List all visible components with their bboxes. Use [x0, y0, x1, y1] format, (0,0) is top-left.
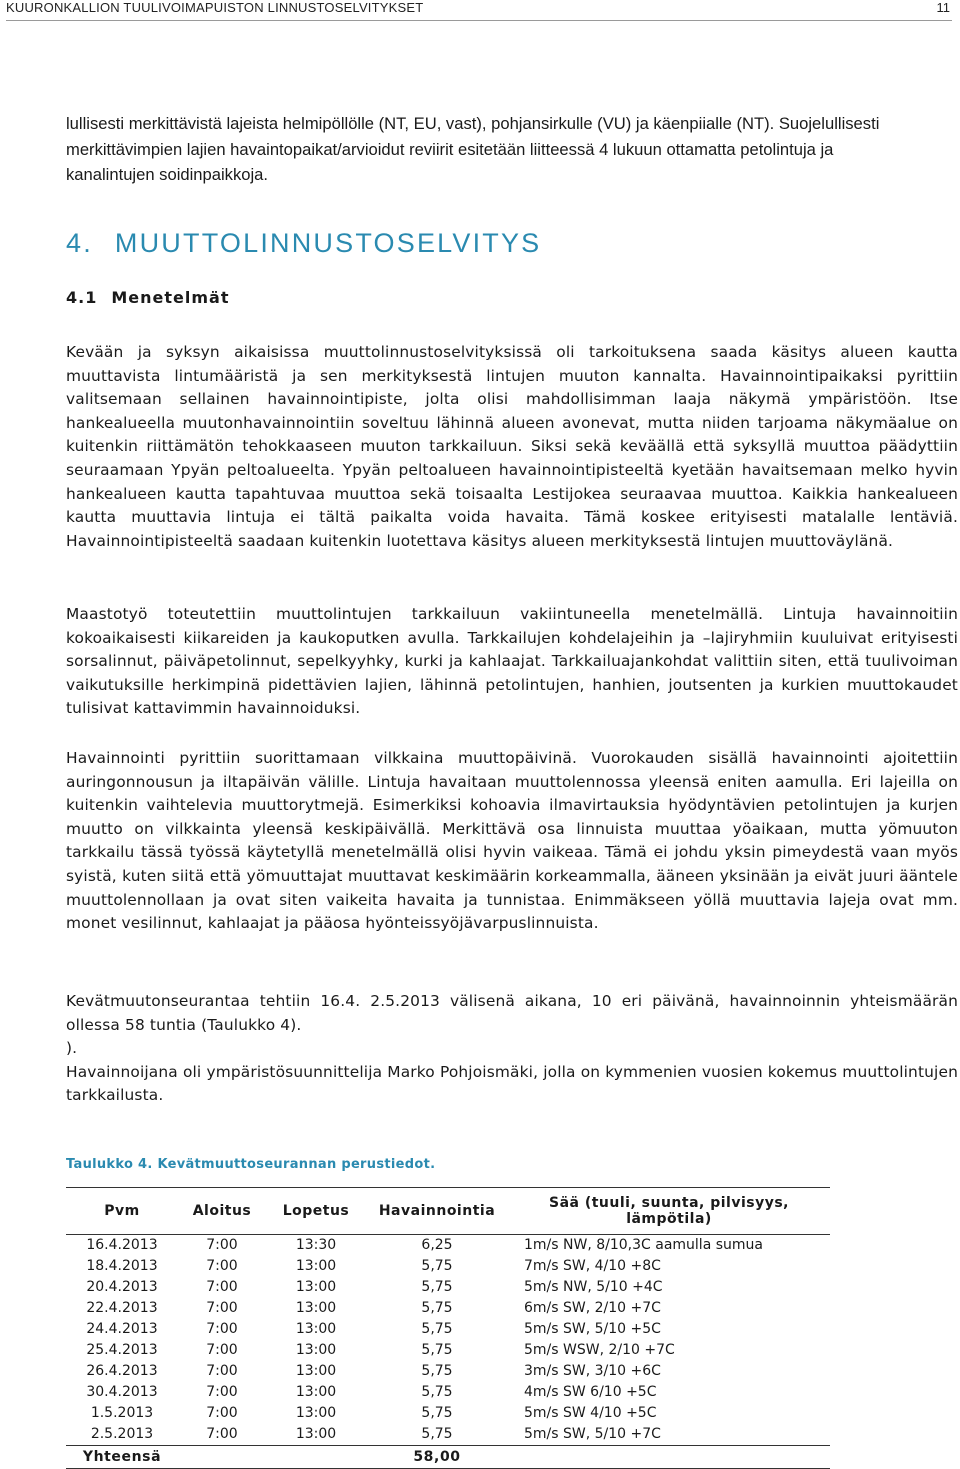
cell-hours: 5,75 — [421, 1426, 453, 1442]
column-header-hours: Havainnointia — [366, 1188, 508, 1235]
cell-start: 7:00 — [206, 1426, 238, 1442]
column-header-end: Lopetus — [266, 1188, 366, 1235]
table-header-row — [66, 1188, 830, 1235]
cell-date: 1.5.2013 — [90, 1405, 154, 1421]
cell-weather: 4m/s SW 6/10 +5C — [524, 1384, 657, 1400]
paragraph-4-line-2: ). — [66, 1039, 78, 1058]
table-row — [66, 1256, 830, 1277]
running-header — [6, 0, 952, 21]
table-caption: Taulukko 4. Kevätmuuttoseurannan perustiedot. — [66, 1157, 436, 1172]
cell-date: 16.4.2013 — [86, 1237, 158, 1253]
total-empty-cell — [178, 1446, 266, 1469]
cell-start: 7:00 — [206, 1342, 238, 1358]
table-row — [66, 1403, 830, 1424]
subsection-heading — [66, 288, 229, 307]
cell-date: 24.4.2013 — [86, 1321, 158, 1337]
cell-end: 13:30 — [295, 1237, 337, 1253]
subsection-number: 4.1 — [66, 288, 98, 307]
table-row — [66, 1382, 830, 1403]
cell-end: 13:00 — [295, 1384, 337, 1400]
cell-hours: 5,75 — [421, 1300, 453, 1316]
document-title: KUURONKALLION TUULIVOIMAPUISTON LINNUSTOSELVITYKSET — [6, 0, 424, 15]
cell-date: 20.4.2013 — [86, 1279, 158, 1295]
cell-weather: 5m/s SW, 5/10 +5C — [524, 1321, 661, 1337]
cell-date: 26.4.2013 — [86, 1363, 158, 1379]
intro-paragraph: lullisesti merkittävistä lajeista helmipöllölle (NT, EU, vast), pohjansirkulle (VU) ja käenpiialle (NT). Suojelullisesti merkittävimpien lajien havaintopaikat/arvioidut reviirit esitetään liitteessä 4 lukuun ottamatta petolintuja ja kanalintujen soidinpaikkoja. — [66, 114, 880, 184]
cell-weather: 6m/s SW, 2/10 +7C — [524, 1300, 661, 1316]
cell-weather: 5m/s SW, 5/10 +7C — [524, 1426, 661, 1442]
paragraph-4-line-3: Havainnoijana oli ympäristösuunnittelija Marko Pohjoismäki, jolla on kymmenien vuosien kokemus muuttolintujen tarkkailusta. — [66, 1062, 958, 1105]
table-row — [66, 1361, 830, 1382]
column-header-weather: Sää (tuuli, suunta, pilvisyys, lämpötila) — [508, 1188, 830, 1235]
table-row — [66, 1235, 830, 1257]
paragraph-4-line-1: Kevätmuutonseurantaa tehtiin 16.4. 2.5.2013 välisenä aikana, 10 eri päivänä, havainnoinnin yhteismäärän ollessa 58 tuntia (Taulukko 4). — [66, 992, 958, 1034]
cell-end: 13:00 — [295, 1363, 337, 1379]
cell-start: 7:00 — [206, 1300, 238, 1316]
table-row — [66, 1340, 830, 1361]
paragraph-methods-4 — [66, 990, 958, 1108]
cell-weather: 3m/s SW, 3/10 +6C — [524, 1363, 661, 1379]
cell-end: 13:00 — [295, 1279, 337, 1295]
cell-date: 18.4.2013 — [86, 1258, 158, 1274]
cell-date: 22.4.2013 — [86, 1300, 158, 1316]
table-total-row — [66, 1446, 830, 1469]
cell-end: 13:00 — [295, 1258, 337, 1274]
cell-date: 30.4.2013 — [86, 1384, 158, 1400]
cell-hours: 5,75 — [421, 1321, 453, 1337]
cell-hours: 5,75 — [421, 1405, 453, 1421]
cell-date: 25.4.2013 — [86, 1342, 158, 1358]
section-heading — [66, 228, 541, 259]
paragraph-methods-1: Kevään ja syksyn aikaisissa muuttolinnustoselvityksissä oli tarkoituksena saada käsitys alueen kautta muuttavista lintumääristä ja sen merkityksestä lintujen muuton kannalta. Havainnointipaikaksi pyrittiin valitsemaan sellainen havainnointipiste, jolta olisi mahdollisimman laaja näkymä ympäristöön. Itse hankealueella muutonhavainnointiin soveltuu lähinnä alueen avonevat, mutta niiden tarjoama näkymäalue on kuitenkin riittämätön tehokkaaseen muuton tarkkailuun. Siksi sekä keväällä että syksyllä muuttoa päädyttiin seuraamaan Ypyän peltoalueelta. Ypyän peltoalueen havainnointipisteeltä kyetään havaitsemaan melko hyvin hankealueen kautta tapahtuvaa muuttoa sekä toisaalta Lestijokea seuraavaa muuttoa. Kaikkia hankealueen kautta muuttavia lintuja ei tältä paikalta voida havaita. Tämä koskee erityisesti matalalle lentäviä. Havainnointipisteeltä saadaan kuitenkin luotettava käsitys alueen merkityksestä lintujen muuttoväylänä. — [66, 343, 958, 550]
cell-hours: 5,75 — [421, 1279, 453, 1295]
cell-hours: 5,75 — [421, 1258, 453, 1274]
cell-weather: 7m/s SW, 4/10 +8C — [524, 1258, 661, 1274]
cell-start: 7:00 — [206, 1405, 238, 1421]
table-row — [66, 1424, 830, 1446]
cell-weather: 5m/s WSW, 2/10 +7C — [524, 1342, 675, 1358]
cell-start: 7:00 — [206, 1279, 238, 1295]
total-empty-cell — [508, 1446, 830, 1469]
total-empty-cell — [266, 1446, 366, 1469]
total-label: Yhteensä — [66, 1446, 178, 1469]
cell-end: 13:00 — [295, 1300, 337, 1316]
subsection-title: Menetelmät — [111, 288, 230, 307]
column-header-date: Pvm — [66, 1188, 178, 1235]
paragraph-methods-2: Maastotyö toteutettiin muuttolintujen tarkkailuun vakiintuneella menetelmällä. Lintuja havainnoitiin kokoaikaisesti kiikareiden ja kaukoputken avulla. Tarkkailujen kohdelajeihin ja –lajiryhmiin kuuluivat erityisesti sorsalinnut, päiväpetolinnut, sepelkyyhky, kurki ja kahlaajat. Tarkkailuajankohdat valittiin siten, että tuulivoiman vaikutuksille herkimpinä pidettävien lajien, lähinnä petolintujen, hanhien, joutsenten ja kurkien muuttokaudet tulisivat kattavimmin havainnoiduksi. — [66, 605, 958, 718]
cell-end: 13:00 — [295, 1321, 337, 1337]
cell-start: 7:00 — [206, 1363, 238, 1379]
cell-hours: 5,75 — [421, 1363, 453, 1379]
section-number: 4. — [66, 228, 93, 258]
cell-start: 7:00 — [206, 1258, 238, 1274]
cell-start: 7:00 — [206, 1237, 238, 1253]
table-row — [66, 1277, 830, 1298]
total-value: 58,00 — [366, 1446, 508, 1469]
section-title: MUUTTOLINNUSTOSELVITYS — [114, 228, 542, 258]
cell-start: 7:00 — [206, 1384, 238, 1400]
cell-weather: 1m/s NW, 8/10,3C aamulla sumua — [524, 1237, 763, 1253]
cell-weather: 5m/s NW, 5/10 +4C — [524, 1279, 663, 1295]
cell-end: 13:00 — [295, 1342, 337, 1358]
cell-hours: 6,25 — [421, 1237, 453, 1253]
paragraph-methods-3: Havainnointi pyrittiin suorittamaan vilkkaina muuttopäivinä. Vuorokauden sisällä havainnointi ajoitettiin auringonnousun ja iltapäivän välille. Lintuja havaitaan muuttolennossa yleensä eniten aamulla. Eri lajeilla on kuitenkin vaihtelevia muuttorytmejä. Esimerkiksi kohoavia ilmavirtauksia hyödyntävien petolintujen ja kurjen muutto on vilkkainta yleensä keskipäivällä. Merkittävä osa linnuista muuttaa yöaikaan, mutta yömuuton tarkkailu tässä työssä käytetyllä menetelmällä olisi hyvin vaikeaa. Tämä ei johdu yksin pimeydestä vaan myös syistä, kuten siitä että yömuuttajat muuttavat keskimäärin korkeammalla, ääneen yksinään ja eivät juuri ääntele muuttolennollaan ja ovat siten vaikeita havaita ja tunnistaa. Enimmäkseen yöllä muuttavia lajeja ovat mm. monet vesilinnut, kahlaajat ja pääosa hyönteissyöjävarpuslinnuista. — [66, 749, 958, 933]
cell-end: 13:00 — [295, 1405, 337, 1421]
cell-weather: 5m/s SW 4/10 +5C — [524, 1405, 657, 1421]
cell-date: 2.5.2013 — [90, 1426, 154, 1442]
observation-table — [66, 1187, 830, 1469]
table-row — [66, 1319, 830, 1340]
cell-hours: 5,75 — [421, 1384, 453, 1400]
cell-end: 13:00 — [295, 1426, 337, 1442]
page-number: 11 — [936, 0, 950, 15]
cell-hours: 5,75 — [421, 1342, 453, 1358]
column-header-start: Aloitus — [178, 1188, 266, 1235]
table-body — [66, 1235, 830, 1446]
cell-start: 7:00 — [206, 1321, 238, 1337]
table-row — [66, 1298, 830, 1319]
